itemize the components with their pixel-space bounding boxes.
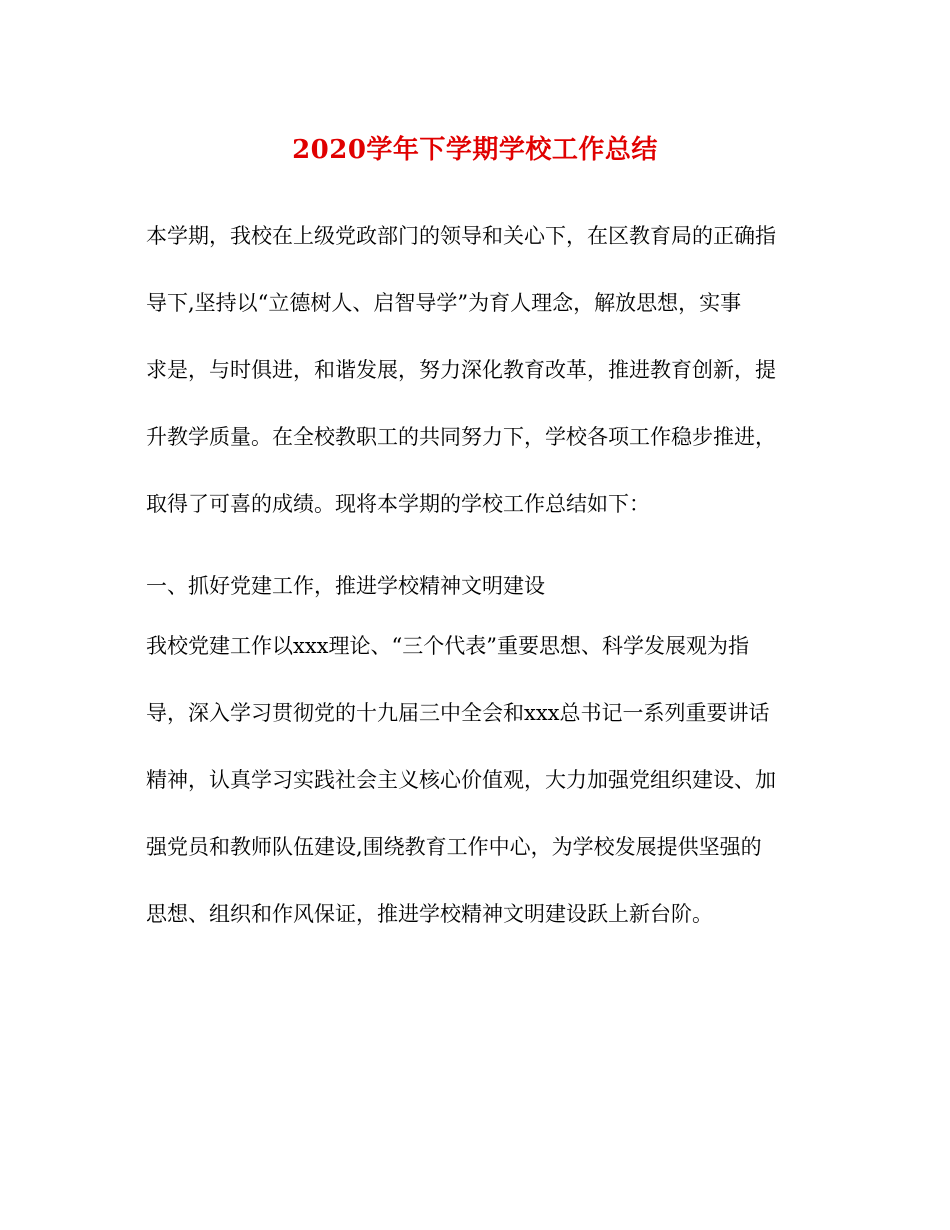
paragraph-line: 思想、组织和作风保证，推进学校精神文明建设跃上新台阶。	[146, 902, 713, 926]
paragraph-line: 我校党建工作以xxx理论、“三个代表”重要思想、科学发展观为指	[146, 634, 749, 658]
paragraph-line: 导，深入学习贯彻党的十九届三中全会和xxx总书记一系列重要讲话	[146, 701, 770, 725]
paragraph-line: 求是，与时俱进，和谐发展，努力深化教育改革，推进教育创新，提	[146, 358, 776, 382]
paragraph-line: 升教学质量。在全校教职工的共同努力下，学校各项工作稳步推进，	[146, 425, 776, 449]
paragraph-line: 导下,坚持以“立德树人、启智导学”为育人理念，解放思想，实事	[146, 291, 742, 315]
section-heading: 一、抓好党建工作，推进学校精神文明建设	[146, 574, 545, 598]
paragraph-line: 取得了可喜的成绩。现将本学期的学校工作总结如下：	[146, 492, 650, 516]
paragraph-line: 强党员和教师队伍建设,围绕教育工作中心，为学校发展提供坚强的	[146, 835, 762, 859]
paragraph-line: 精神，认真学习实践社会主义核心价值观，大力加强党组织建设、加	[146, 768, 776, 792]
paragraph-line: 本学期，我校在上级党政部门的领导和关心下，在区教育局的正确指	[146, 224, 776, 248]
document-title: 2020学年下学期学校工作总结	[292, 135, 658, 165]
